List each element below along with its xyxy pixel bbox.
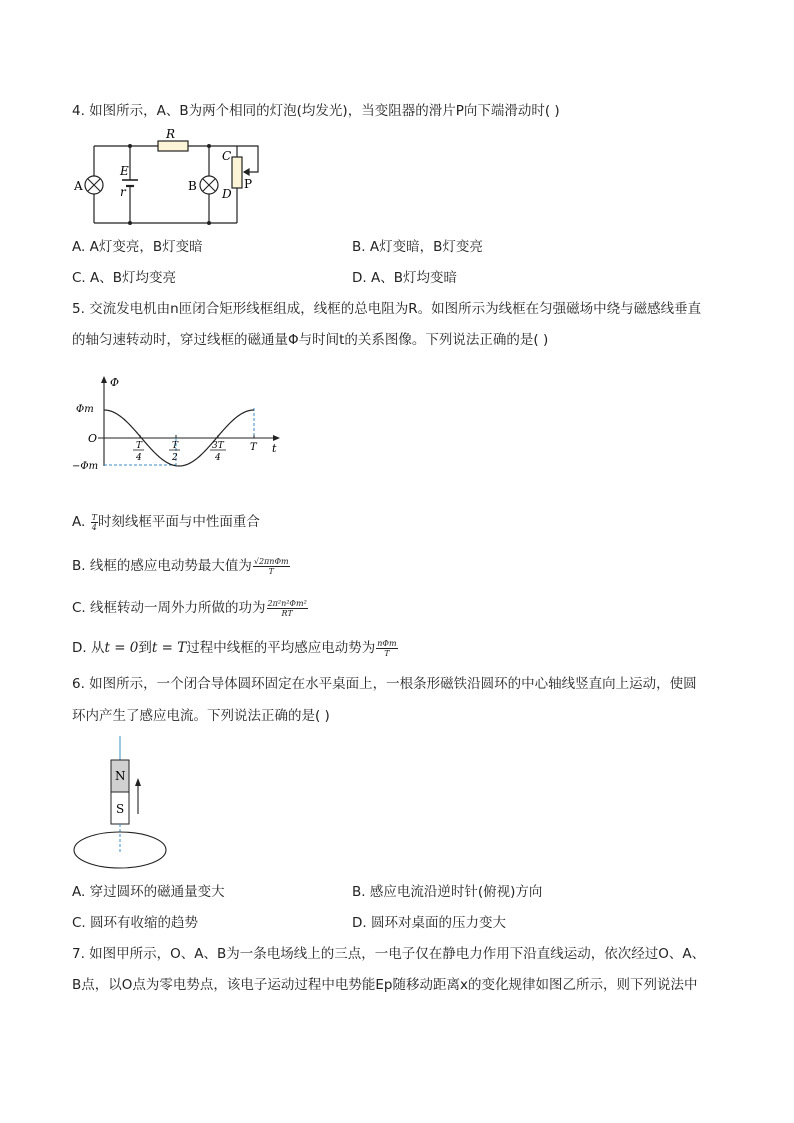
q4-stem: 4. 如图所示，A、B为两个相同的灯泡(均发光)，当变阻器的滑片P向下端滑动时( ): [72, 103, 560, 119]
tick-t2-den: 2: [172, 453, 178, 463]
label-e: E: [120, 164, 129, 178]
q7-stem-line2: B点，以O点为零电势点，该电子运动过程中电势能Ep随移动距离x的变化规律如图乙所示，则下列说法中: [72, 977, 698, 993]
q6-stem-line1: 6. 如图所示，一个闭合导体圆环固定在水平桌面上，一根条形磁铁沿圆环的中心轴线竖直向上运动，使圆: [72, 676, 697, 692]
q4-option-c: C. A、B灯均变亮: [72, 270, 177, 286]
magnet-north-label: N: [115, 769, 126, 783]
q6-option-c: C. 圆环有收缩的趋势: [72, 915, 199, 931]
label-lamp-b: B: [188, 179, 197, 193]
q4-circuit-diagram: [72, 128, 282, 232]
graph-x-axis-label: t: [272, 442, 277, 455]
up-arrow-icon: [135, 778, 141, 786]
q5-option-c: C. 线框转动一周外力所做的功为 $\frac{\text{2π²n²Φm²}}{RT}$: [72, 598, 307, 618]
graph-y-axis-label: Φ: [110, 376, 120, 389]
q5-stem-line1: 5. 交流发电机由n匝闭合矩形线框组成，线框的总电阻为R。如图所示为线框在匀强磁场中绕与磁感线垂直: [72, 301, 702, 317]
q5-option-b: B. 线框的感应电动势最大值为 $\frac{\text{√2πnΦm}}{T}$: [72, 556, 289, 576]
graph-phi-m-label: Φm: [76, 404, 94, 415]
q5-option-d-fraction: $\frac{\text{nΦm}}{T}$: [377, 638, 397, 658]
q4-option-b: B. A灯变暗，B灯变亮: [352, 239, 483, 255]
tick-3t4-den: 4: [215, 453, 221, 463]
label-p: P: [244, 177, 253, 191]
q6-stem-line2: 环内产生了感应电流。下列说法正确的是( ): [72, 708, 330, 724]
tick-t2-num: T: [172, 441, 179, 451]
graph-origin-label: O: [88, 432, 98, 445]
q6-option-a: A. 穿过圆环的磁通量变大: [72, 884, 225, 900]
label-r: R: [166, 128, 176, 141]
q5-option-d: D. 从t = 0到t = T过程中线框的平均感应电动势为 $\frac{\text{nΦm}}{T}$: [72, 638, 397, 658]
q7-stem-line1: 7. 如图甲所示，O、A、B为一条电场线上的三点，一电子仅在静电力作用下沿直线运动，依次经过O、A、: [72, 946, 706, 962]
q5-option-b-fraction: $\frac{\text{√2πnΦm}}{T}$: [253, 556, 289, 576]
tick-3t4-num: 3T: [212, 441, 224, 451]
q6-option-b: B. 感应电流沿逆时针(俯视)方向: [352, 884, 543, 900]
q5-flux-graph: [72, 372, 287, 470]
tick-t4-num: T: [136, 441, 143, 451]
q6-magnet-ring-diagram: [72, 736, 172, 872]
graph-neg-phi-m-label: −Φm: [72, 461, 99, 470]
tick-t4-den: 4: [136, 453, 142, 463]
label-lamp-a: A: [74, 179, 83, 193]
q4-option-a: A. A灯变亮，B灯变暗: [72, 239, 203, 255]
label-d: D: [222, 187, 232, 201]
q5-stem-line2: 的轴匀速转动时，穿过线框的磁通量Φ与时间t的关系图像。下列说法正确的是( ): [72, 332, 549, 348]
q6-option-d: D. 圆环对桌面的压力变大: [352, 915, 506, 931]
magnet-south-label: S: [116, 802, 125, 816]
q5-option-a: A. $\frac{T}{4}$ 时刻线框平面与中性面重合: [72, 512, 260, 532]
label-r-internal: r: [120, 185, 126, 199]
tick-t-end: T: [250, 442, 257, 453]
q5-option-a-fraction: $\frac{T}{4}$: [91, 512, 97, 532]
label-c: C: [222, 149, 232, 163]
q5-option-c-fraction: $\frac{\text{2π²n²Φm²}}{RT}$: [267, 598, 307, 618]
q4-option-d: D. A、B灯均变暗: [352, 270, 457, 286]
